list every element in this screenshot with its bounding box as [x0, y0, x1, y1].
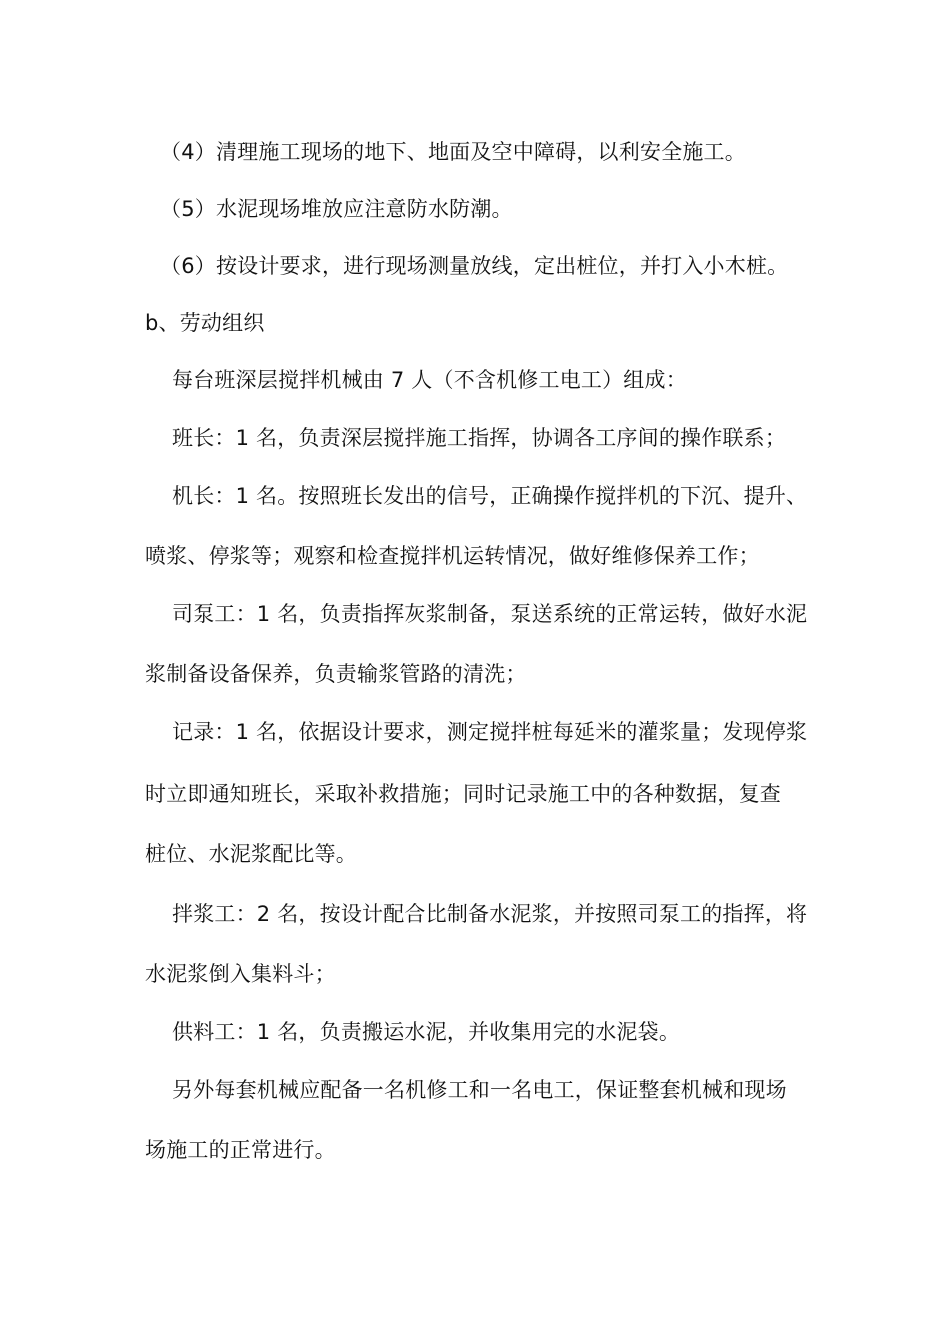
- paragraph-recorder-line1: 记录：1 名，依据设计要求，测定搅拌桩每延米的灌浆量；发现停浆: [172, 720, 808, 744]
- section-heading-b: b、劳动组织: [145, 311, 265, 335]
- paragraph-machine-operator-line1: 机长：1 名。按照班长发出的信号，正确操作搅拌机的下沉、提升、: [172, 484, 808, 508]
- paragraph-recorder-line3: 桩位、水泥浆配比等。: [145, 842, 357, 866]
- paragraph-crew-intro: 每台班深层搅拌机械由 7 人（不含机修工电工）组成：: [172, 368, 687, 392]
- paragraph-mixer-line2: 水泥浆倒入集料斗；: [145, 962, 336, 986]
- paragraph-recorder-line2: 时立即通知班长，采取补救措施；同时记录施工中的各种数据，复查: [145, 782, 781, 806]
- item-4: （4）清理施工现场的地下、地面及空中障碍，以利安全施工。: [160, 140, 746, 164]
- paragraph-supplier: 供料工：1 名，负责搬运水泥，并收集用完的水泥袋。: [172, 1020, 681, 1044]
- paragraph-team-leader: 班长：1 名，负责深层搅拌施工指挥，协调各工序间的操作联系；: [172, 426, 787, 450]
- item-5: （5）水泥现场堆放应注意防水防潮。: [160, 197, 513, 221]
- paragraph-mixer-line1: 拌浆工：2 名，按设计配合比制备水泥浆，并按照司泵工的指挥，将: [172, 902, 808, 926]
- paragraph-additional-line2: 场施工的正常进行。: [145, 1138, 336, 1162]
- item-6: （6）按设计要求，进行现场测量放线，定出桩位，并打入小木桩。: [160, 254, 789, 278]
- paragraph-pump-operator-line2: 浆制备设备保养，负责输浆管路的清洗；: [145, 662, 527, 686]
- paragraph-machine-operator-line2: 喷浆、停浆等；观察和检查搅拌机运转情况，做好维修保养工作；: [145, 544, 760, 568]
- paragraph-pump-operator-line1: 司泵工：1 名，负责指挥灰浆制备，泵送系统的正常运转，做好水泥: [172, 602, 808, 626]
- paragraph-additional-line1: 另外每套机械应配备一名机修工和一名电工，保证整套机械和现场: [172, 1078, 787, 1102]
